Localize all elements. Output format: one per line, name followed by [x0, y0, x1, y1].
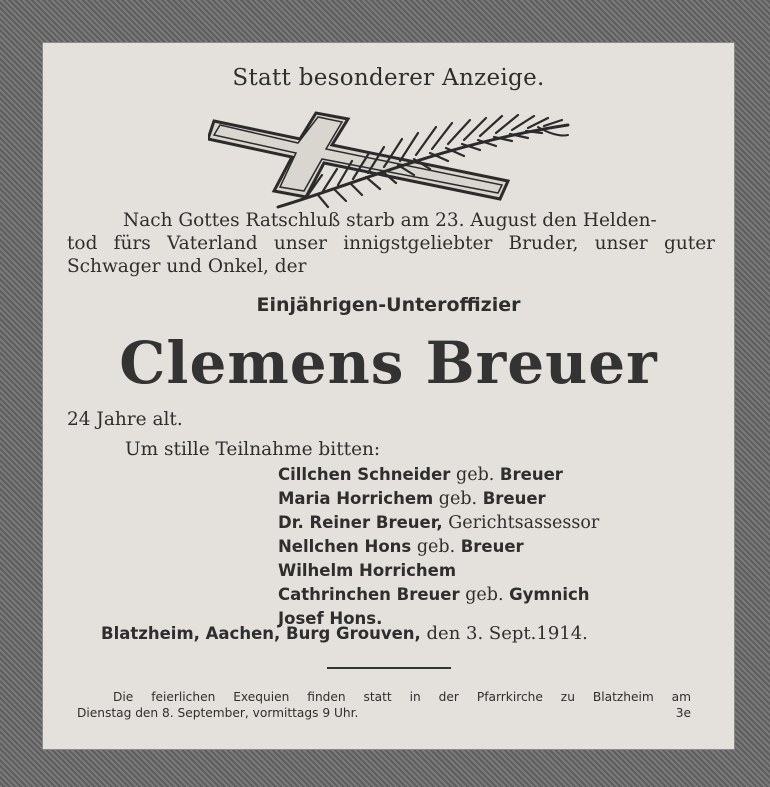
footer-text	[77, 689, 691, 721]
cross-with-palm-frond-icon	[208, 103, 578, 213]
mourner-list	[278, 463, 599, 631]
mourner-item: Dr. Reiner Breuer, Gerichtsassessor	[278, 513, 600, 533]
notice-date: den 3. Sept.1914.	[426, 623, 588, 644]
age-text: 24 Jahre alt.	[67, 409, 183, 430]
divider	[327, 667, 451, 669]
mourner-item: Nellchen Hons geb. Breuer	[278, 537, 524, 557]
mourner-item: Cillchen Schneider geb. Breuer	[278, 465, 563, 485]
mourner-item: Josef Hons.	[278, 609, 383, 628]
announcement-line-3: Schwager und Onkel, der	[67, 256, 307, 277]
announcement-text	[67, 209, 715, 278]
request-text: Um stille Teilnahme bitten:	[125, 439, 381, 460]
footer-line-2: Dienstag den 8. September, vormittags 9 Uhr. 3e	[77, 706, 691, 720]
death-notice	[42, 42, 735, 750]
mourner-item: Wilhelm Horrichem	[278, 561, 457, 580]
footer-code: 3e	[675, 706, 691, 720]
mourner-item: Maria Horrichem geb. Breuer	[278, 489, 546, 509]
rank-title: Einjährigen-Unteroffizier	[256, 294, 521, 316]
place-names: Blatzheim, Aachen, Burg Grouven,	[101, 624, 421, 643]
announcement-line-1: Nach Gottes Ratschluß starb am 23. August den Helden-	[123, 210, 657, 231]
deceased-name: Clemens Breuer	[119, 329, 658, 397]
announcement-line-2: tod fürs Vaterland unser innigstgeliebter Bruder, unser guter	[67, 233, 715, 254]
notice-heading: Statt besonderer Anzeige.	[232, 65, 545, 91]
footer-line-1: Die feierlichen Exequien finden statt in der Pfarrkirche zu Blatzheim am	[113, 690, 691, 704]
place-date-line	[101, 623, 588, 644]
mourner-item: Cathrinchen Breuer geb. Gymnich	[278, 585, 590, 605]
